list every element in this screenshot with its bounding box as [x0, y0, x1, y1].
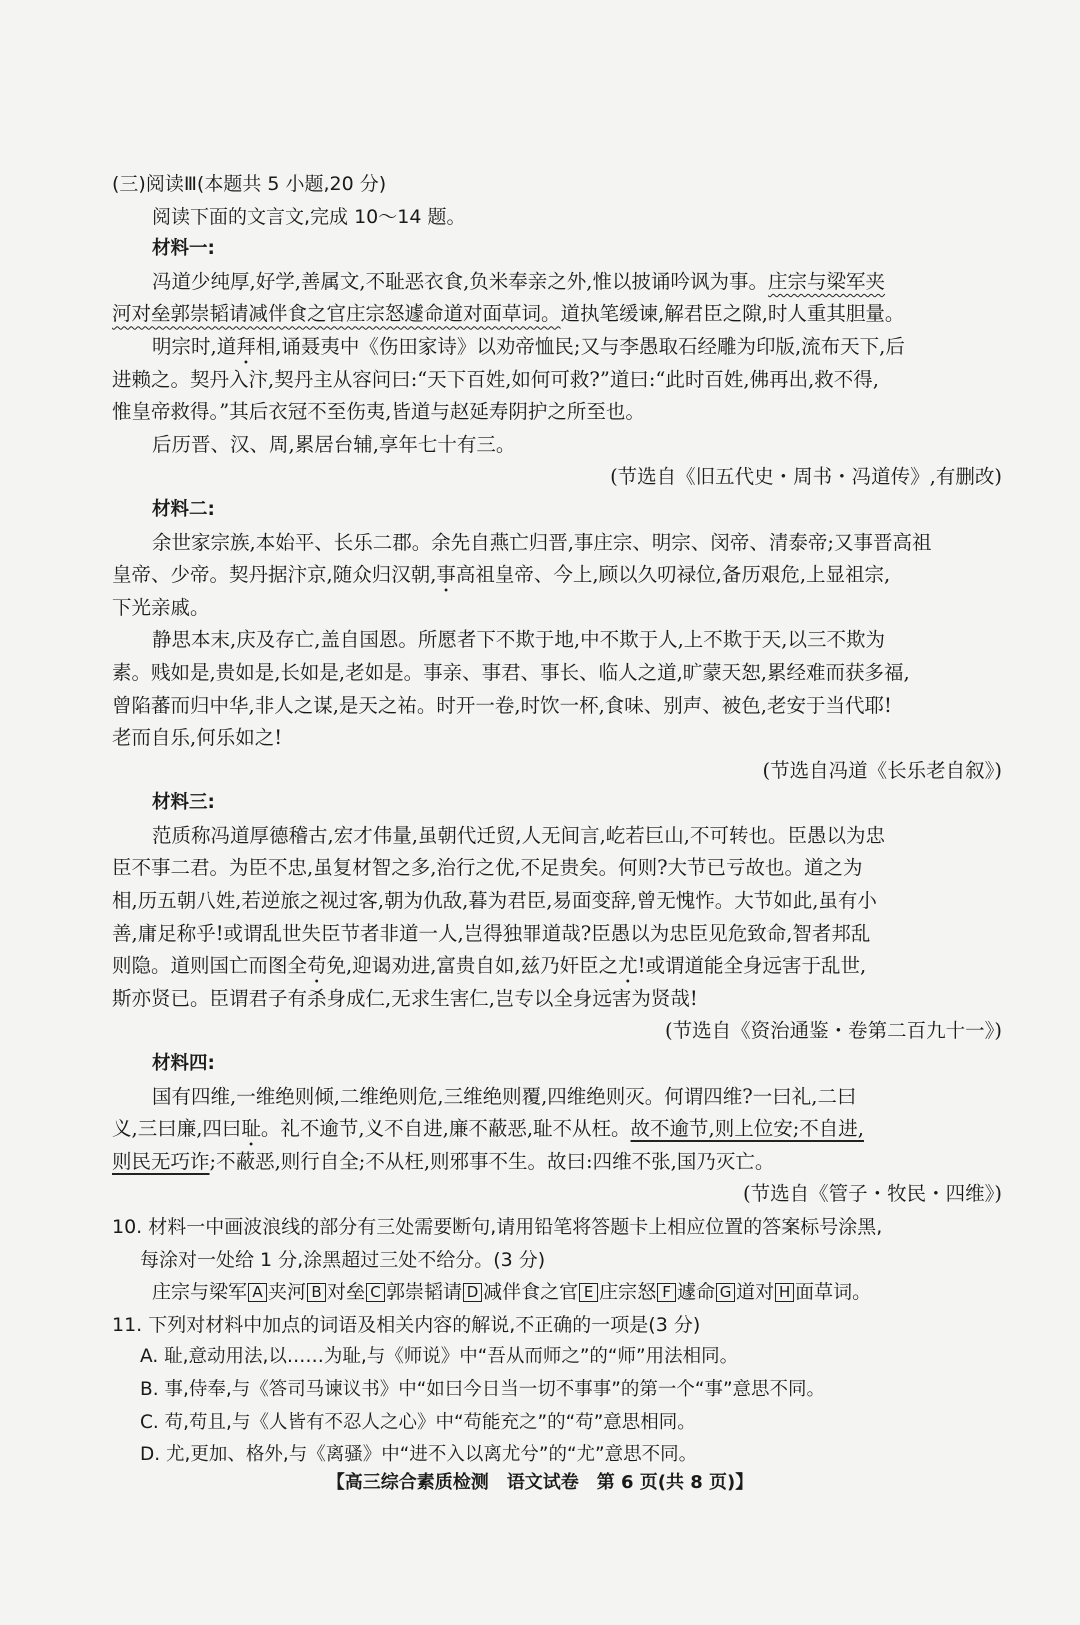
material-1-line: 惟皇帝救得。”其后衣冠不至伤夷,皆道与赵延寿阴护之所至也。 — [112, 400, 645, 424]
material-2-line — [112, 559, 1002, 592]
text-run: 高祖皇帝、今上,顾以久叨禄位,备历艰危,上显祖宗, — [455, 563, 891, 587]
text-run: ;不蔽恶,则行自全;不从枉,则邪事不生。故曰:四维不张,国乃灭亡。 — [209, 1149, 775, 1173]
answer-box-a: A — [248, 1283, 267, 1302]
answer-box-h: H — [775, 1283, 794, 1302]
section-instruction: 阅读下面的文言文,完成 10～14 题。 — [152, 205, 466, 228]
question-11-option-d: D. 尤,更加、格外,与《离骚》中“进不入以离尤兮”的“尤”意思不同。 — [140, 1444, 698, 1466]
text-run: 免,迎谒劝进,富贵自如,兹乃奸臣之 — [326, 954, 619, 978]
text-run: 义,三曰廉,四曰 — [112, 1117, 242, 1141]
text-run: 相,诵聂夷中《伤田家诗》以劝帝恤民;又与李愚取石经雕为印版,流布天下,后 — [255, 334, 905, 358]
answer-box-b: B — [307, 1283, 326, 1302]
material-3-source: (节选自《资治通鉴・卷第二百九十一》) — [665, 1019, 1002, 1043]
material-2-line: 老而自乐,何乐如之! — [112, 726, 283, 750]
material-1-line: 后历晋、汉、周,累居台辅,享年七十有三。 — [152, 432, 516, 456]
dotted-word: 耻 — [241, 1117, 261, 1141]
underlined-text: 则民无巧诈 — [112, 1149, 210, 1173]
material-2-source: (节选自冯道《长乐老自叙》) — [762, 758, 1002, 782]
material-4-title: 材料四: — [152, 1053, 215, 1075]
text-run: 减伴食之官 — [483, 1281, 579, 1304]
material-2-line: 静思本末,庆及存亡,盖自国恩。所愿者下不欺于地,中不欺于人,上不欺于天,以三不欺为 — [152, 628, 885, 652]
dotted-word: 事 — [436, 563, 456, 587]
text-run: 遽命 — [677, 1281, 716, 1304]
material-3-line: 善,庸足称乎!或谓乱世失臣节者非道一人,岂得独罪道哉?臣愚以为忠臣见危致命,智者邦乱 — [112, 921, 871, 945]
material-1-source: (节选自《旧五代史・周书・冯道传》,有删改) — [610, 465, 1002, 489]
text-run: 郭崇韬请 — [386, 1281, 463, 1304]
question-11-option-c: C. 苟,苟且,与《人皆有不忍人之心》中“苟能充之”的“苟”意思相同。 — [140, 1411, 696, 1433]
material-1-line — [112, 298, 1002, 331]
answer-box-c: C — [366, 1283, 385, 1302]
text-run: 。礼不逾节,义不自进,廉不蔽恶,耻不从枉。 — [260, 1117, 631, 1141]
text-run: 夹河 — [268, 1281, 307, 1304]
page-content — [112, 168, 1002, 1472]
question-10-sentence — [112, 1276, 1002, 1309]
text-run: 对垒 — [327, 1281, 366, 1304]
dotted-word: 拜 — [236, 334, 256, 358]
material-2-line: 曾陷蕃而归中华,非人之谋,是天之祐。时开一卷,时饮一杯,食味、别声、被色,老安于当代耶! — [112, 693, 892, 717]
question-11-option-a: A. 耻,意动用法,以……为耻,与《师说》中“吾从而师之”的“师”用法相同。 — [140, 1346, 739, 1368]
text-run: !或谓道能全身远害于乱世, — [637, 954, 867, 978]
dotted-word: 苟 — [307, 954, 327, 978]
material-4-source: (节选自《管子・牧民・四维》) — [743, 1182, 1002, 1206]
wavy-underlined-text: 河对垒郭崇韬请减伴食之官庄宗怒遽命道对面草词。 — [112, 302, 561, 326]
question-10-stem: 10. 材料一中画波浪线的部分有三处需要断句,请用铅笔将答题卡上相应位置的答案标号涂黑, — [112, 1216, 883, 1238]
text-run: 皇帝、少帝。契丹据汴京,随众归汉朝, — [112, 563, 437, 587]
material-3-line: 臣不事二君。为臣不忠,虽复材智之多,治行之优,不足贵矣。何则?大节已亏故也。道之为 — [112, 856, 863, 880]
text-run: 道执笔缓谏,解君臣之隙,时人重其胆量。 — [560, 302, 905, 326]
answer-box-d: D — [463, 1283, 482, 1302]
question-11-stem: 11. 下列对材料中加点的词语及相关内容的解说,不正确的一项是(3 分) — [112, 1313, 701, 1336]
question-11-option-b: B. 事,侍奉,与《答司马谏议书》中“如曰今日当一切不事事”的第一个“事”意思不同。 — [140, 1378, 826, 1400]
material-4-line: 国有四维,一维绝则倾,二维绝则危,三维绝则覆,四维绝则灭。何谓四维?一曰礼,二曰 — [152, 1084, 857, 1108]
material-2-line: 素。贱如是,贵如是,长如是,老如是。事亲、事君、事长、临人之道,旷蒙天恕,累经难而获多福, — [112, 660, 910, 684]
wavy-underlined-text: 庄宗与梁军夹 — [768, 269, 886, 293]
material-3-line — [112, 950, 1002, 983]
text-run: 冯道少纯厚,好学,善属文,不耻恶衣食,负米奉亲之外,惟以披诵吟讽为事。 — [152, 269, 768, 293]
material-2-title: 材料二: — [152, 498, 215, 520]
material-4-line — [112, 1113, 1002, 1146]
question-10-stem-cont: 每涂对一处给 1 分,涂黑超过三处不给分。(3 分) — [140, 1248, 546, 1271]
material-1-title: 材料一: — [152, 238, 215, 260]
answer-box-e: E — [579, 1283, 598, 1302]
material-1-line — [112, 331, 1002, 364]
text-run: 面草词。 — [795, 1281, 872, 1304]
text-run: 庄宗与梁军 — [152, 1281, 248, 1304]
material-4-line — [112, 1146, 1002, 1179]
answer-box-g: G — [716, 1283, 735, 1302]
material-1-line — [112, 266, 1002, 299]
text-run: 庄宗怒 — [599, 1281, 657, 1304]
underlined-text: 故不逾节,则上位安;不自进, — [630, 1117, 864, 1141]
material-3-title: 材料三: — [152, 792, 215, 814]
dotted-word: 尤 — [618, 954, 638, 978]
text-run: 道对 — [736, 1281, 775, 1304]
material-3-line: 斯亦贤已。臣谓君子有杀身成仁,无求生害仁,岂专以全身远害为贤哉! — [112, 986, 698, 1010]
material-1-line: 进赖之。契丹入汴,契丹主从容问曰:“天下百姓,如何可救?”道曰:“此时百姓,佛再出,救不得, — [112, 367, 879, 391]
material-3-line: 相,历五朝八姓,若逆旅之视过客,朝为仇敌,暮为君臣,易面变辞,曾无愧怍。大节如此,虽有小 — [112, 889, 877, 913]
text-run: 明宗时,道 — [152, 334, 237, 358]
material-2-line: 余世家宗族,本始平、长乐二郡。余先自燕亡归晋,事庄宗、明宗、闵帝、清泰帝;又事晋高祖 — [152, 530, 932, 554]
section-title: (三)阅读Ⅲ(本题共 5 小题,20 分) — [112, 173, 387, 195]
text-run: 则隐。道则国亡而图全 — [112, 954, 308, 978]
material-2-line: 下光亲戚。 — [112, 595, 210, 619]
answer-box-f: F — [657, 1283, 676, 1302]
page-footer: 【高三综合素质检测 语文试卷 第 6 页(共 8 页)】 — [326, 1472, 754, 1493]
material-3-line: 范质称冯道厚德稽古,宏才伟量,虽朝代迁贸,人无间言,屹若巨山,不可转也。臣愚以为忠 — [152, 823, 885, 847]
